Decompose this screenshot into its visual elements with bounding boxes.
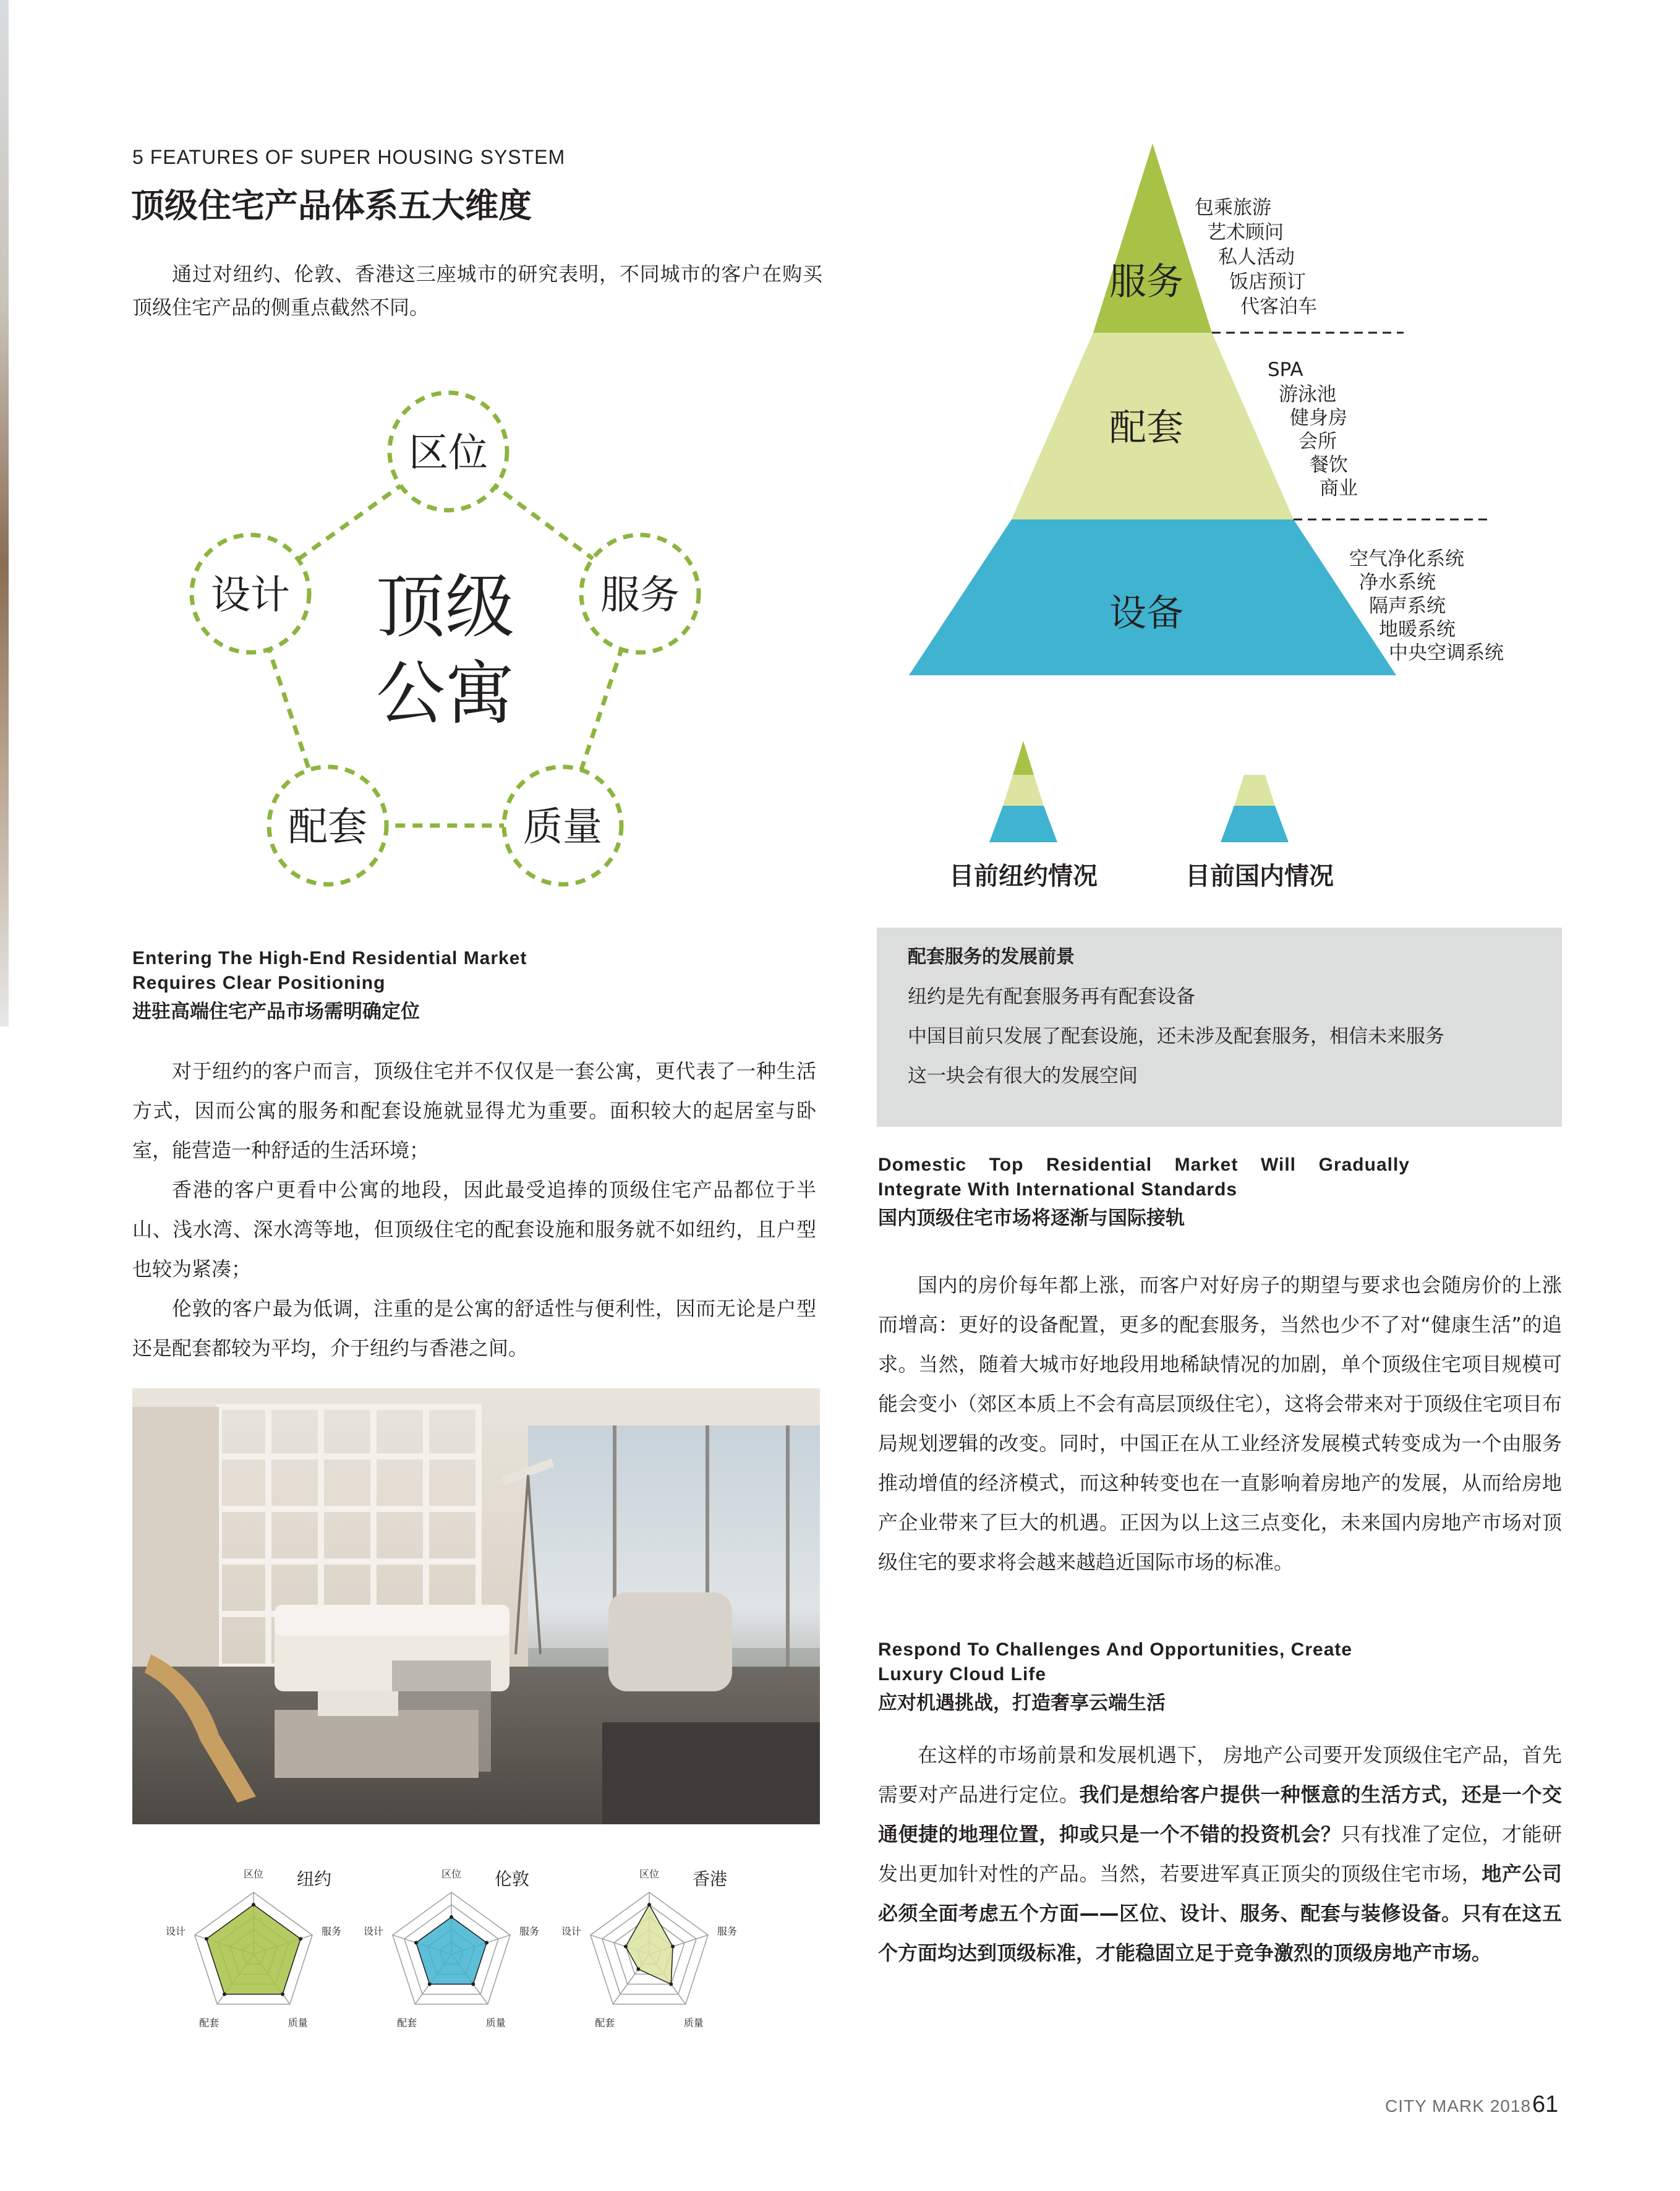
- radar-charts: [165, 1861, 779, 2041]
- section2-en-title: Domestic Top Residential Market Will Gradually Integrate With International Standards: [878, 1155, 1410, 1200]
- text-run: 只有找准了定位，才能研发出更加针对性的产品。当然，若要进军真正顶尖的顶级住宅市场，: [878, 1822, 1562, 1886]
- radar-title: 伦敦: [495, 1869, 530, 1889]
- paragraph: 香港的客户更看中公寓的地段，因此最受追捧的顶级住宅产品都位于半山、浅水湾、深水湾等地，但顶级住宅的配套设施和服务就不如纽约，且户型也较为紧凑；: [132, 1178, 816, 1281]
- tier-item: 餐饮: [1310, 454, 1348, 476]
- radar-chart-london: [364, 1868, 539, 2029]
- five-features-diagram: [179, 383, 680, 878]
- tier-item: 私人活动: [1218, 246, 1295, 268]
- radar-point: [471, 1983, 475, 1986]
- node-label: 质量: [523, 805, 602, 850]
- armchair: [608, 1592, 732, 1691]
- section1-en-title: Entering The High-End Residential Market Requires Clear Positioning: [132, 948, 527, 993]
- tier-label: 配套: [1109, 406, 1183, 450]
- radar-axis-label: 配套: [199, 2017, 220, 2029]
- radar-point: [671, 1945, 675, 1949]
- radar-point: [636, 1967, 640, 1971]
- interior-photo: [132, 1388, 820, 1824]
- section3-zh-title: 应对机遇挑战，打造奢享云端生活: [878, 1692, 1166, 1714]
- tier-item: 艺术顾问: [1207, 221, 1284, 244]
- tier-item: 代客泊车: [1240, 296, 1317, 318]
- paragraph: 伦敦的客户最为低调，注重的是公寓的舒适性与便利性，因而无论是户型还是配套都较为平均，介于纽约与香港之间。: [132, 1297, 816, 1360]
- tier-item: 地暖系统: [1379, 618, 1456, 641]
- paragraph: [878, 1735, 1562, 1973]
- ottoman: [602, 1722, 820, 1824]
- radar-axis-label: 区位: [441, 1868, 462, 1880]
- tier-item: 隔声系统: [1369, 595, 1446, 617]
- comparison-pyramids: [927, 730, 1373, 915]
- pyramid-domestic-label: 目前国内情况: [1185, 862, 1334, 890]
- center-label-line1: 顶级: [376, 567, 514, 647]
- radar-title: 纽约: [297, 1869, 332, 1889]
- node-label: 设计: [211, 573, 290, 618]
- pyramid-newyork-label: 目前纽约情况: [949, 862, 1098, 890]
- radar-point: [428, 1983, 432, 1986]
- radar-point: [414, 1941, 418, 1944]
- outlook-box-title: 配套服务的发展前景: [908, 946, 1075, 968]
- radar-point: [647, 1903, 651, 1907]
- radar-axis-label: 区位: [639, 1868, 660, 1880]
- tier-item: 包乘旅游: [1195, 197, 1271, 219]
- section1-body: [132, 1051, 816, 1368]
- radar-chart-hongkong: [561, 1868, 737, 2029]
- intro-text: [132, 257, 822, 324]
- tier-item: 空气净化系统: [1349, 548, 1464, 570]
- tier-item: 净水系统: [1359, 571, 1436, 594]
- tier-item: SPA: [1268, 359, 1303, 381]
- radar-chart-newyork: [166, 1868, 341, 2029]
- kicker: 5 FEATURES OF SUPER HOUSING SYSTEM: [132, 146, 566, 168]
- node-location: [390, 393, 507, 510]
- node-label: 配套: [288, 805, 367, 850]
- pyramid-diagram: [909, 143, 1614, 700]
- node-service: [581, 535, 699, 652]
- radar-axis-label: 设计: [561, 1925, 581, 1937]
- radar-point: [299, 1937, 302, 1941]
- center-label-line2: 公寓: [376, 654, 514, 734]
- tier-label: 服务: [1109, 260, 1183, 304]
- radar-axis-label: 区位: [243, 1868, 264, 1880]
- page-number: 61: [1532, 2091, 1559, 2117]
- paragraph: 国内的房价每年都上涨，而客户对好房子的期望与要求也会随房价的上涨而增高：更好的设备配置，更多的配套服务，当然也少不了对“健康生活”的追求。当然，随着大城市好地段用地稀缺情况的加剧，单个顶级住宅项目规模可能会变小（郊区本质上不会有高层顶级住宅），这将会带来对于顶级住宅项目布局规划逻辑的改变。同时，中国正在从工业经济发展模式转变成为一个由服务推动增值的经济模式，而这种转变也在一直影响着房地产的发展，从而给房地产企业带来了巨大的机遇。正因为以上这三点变化，未来国内房地产市场对顶级住宅的要求将会越来越趋近国际市场的标准。: [878, 1273, 1562, 1574]
- section2-body: [878, 1265, 1562, 1582]
- radar-axis-label: 质量: [485, 2017, 506, 2029]
- radar-point: [223, 1992, 226, 1996]
- pyramid-tier-service: [1093, 143, 1212, 333]
- tier-label: 设备: [1109, 592, 1183, 635]
- radar-series: [207, 1905, 301, 1994]
- tier-item: 会所: [1298, 430, 1337, 453]
- radar-axis-label: 配套: [397, 2017, 417, 2029]
- stone-table: [275, 1710, 479, 1778]
- tier-item: 商业: [1320, 477, 1358, 500]
- radar-point: [450, 1915, 453, 1919]
- previous-page-edge: [0, 0, 9, 1027]
- section2-zh-title: 国内顶级住宅市场将逐渐与国际接轨: [878, 1207, 1185, 1229]
- outlook-box-line: 这一块会有很大的发展空间: [908, 1065, 1138, 1087]
- tier-item: 中央空调系统: [1389, 642, 1504, 664]
- radar-axis-label: 配套: [595, 2017, 615, 2029]
- radar-axis-label: 服务: [322, 1925, 342, 1937]
- section3-header: [878, 1638, 1564, 1717]
- radar-point: [624, 1945, 628, 1949]
- magazine-name: CITY MARK 2018: [1385, 2096, 1532, 2116]
- section2-header: [878, 1153, 1564, 1232]
- radar-series: [416, 1917, 487, 1984]
- node-facilities: [269, 767, 386, 884]
- node-quality: [504, 767, 621, 884]
- intro-paragraph: 通过对纽约、伦敦、香港这三座城市的研究表明，不同城市的客户在购买顶级住宅产品的侧重点截然不同。: [132, 262, 822, 319]
- text-run: 在这样的市场前景和发展机遇下， 房地产公司要开发顶级住宅产品，首先需要对产品进行定位。: [878, 1743, 1562, 1806]
- radar-title: 香港: [693, 1869, 728, 1889]
- radar-axis-label: 设计: [363, 1925, 383, 1937]
- radar-axis-label: 服务: [717, 1925, 738, 1937]
- section3-en-title: Respond To Challenges And Opportunities, Create Luxury Cloud Life: [878, 1639, 1353, 1685]
- node-label: 区位: [409, 430, 488, 476]
- radar-point: [252, 1903, 255, 1907]
- page-title: 顶级住宅产品体系五大维度: [131, 186, 532, 225]
- radar-point: [485, 1941, 488, 1944]
- radar-point: [281, 1992, 284, 1996]
- section1-header: [132, 946, 822, 1025]
- radar-axis-label: 质量: [683, 2017, 704, 2029]
- section1-zh-title: 进驻高端住宅产品市场需明确定位: [132, 1001, 420, 1023]
- outlook-box-line: 中国目前只发展了配套设施，还未涉及配套服务，相信未来服务: [908, 1025, 1444, 1048]
- radar-point: [669, 1983, 673, 1986]
- radar-axis-label: 服务: [519, 1925, 540, 1937]
- node-design: [192, 535, 309, 652]
- tier-item: 饭店预订: [1229, 271, 1306, 293]
- paragraph: 对于纽约的客户而言，顶级住宅并不仅仅是一套公寓，更代表了一种生活方式，因而公寓的服务和配套设施就显得尤为重要。面积较大的起居室与卧室，能营造一种舒适的生活环境；: [132, 1059, 816, 1162]
- pyramid-domestic: [1221, 775, 1289, 842]
- radar-axis-label: 设计: [165, 1925, 185, 1937]
- pyramid-newyork: [989, 741, 1057, 842]
- tier-item: 游泳池: [1279, 383, 1336, 406]
- bold-run: 我们是想给客户提供一种惬意的生活方式，还是一个交通便捷的地理位置，抑或只是一个不错的投资机会？: [878, 1783, 1562, 1846]
- radar-axis-label: 质量: [288, 2017, 308, 2029]
- node-label: 服务: [600, 573, 680, 618]
- tier-item: 健身房: [1290, 407, 1347, 429]
- bold-run: 地产公司必须全面考虑五个方面——区位、设计、服务、配套与装修设备。只有在这五个方面均达到顶级标准，才能稳固立足于竞争激烈的顶级房地产市场。: [878, 1862, 1562, 1965]
- radar-point: [205, 1937, 208, 1941]
- section3-body: [878, 1735, 1562, 1973]
- outlook-box: [877, 928, 1562, 1127]
- outlook-box-line: 纽约是先有配套服务再有配套设备: [908, 986, 1195, 1008]
